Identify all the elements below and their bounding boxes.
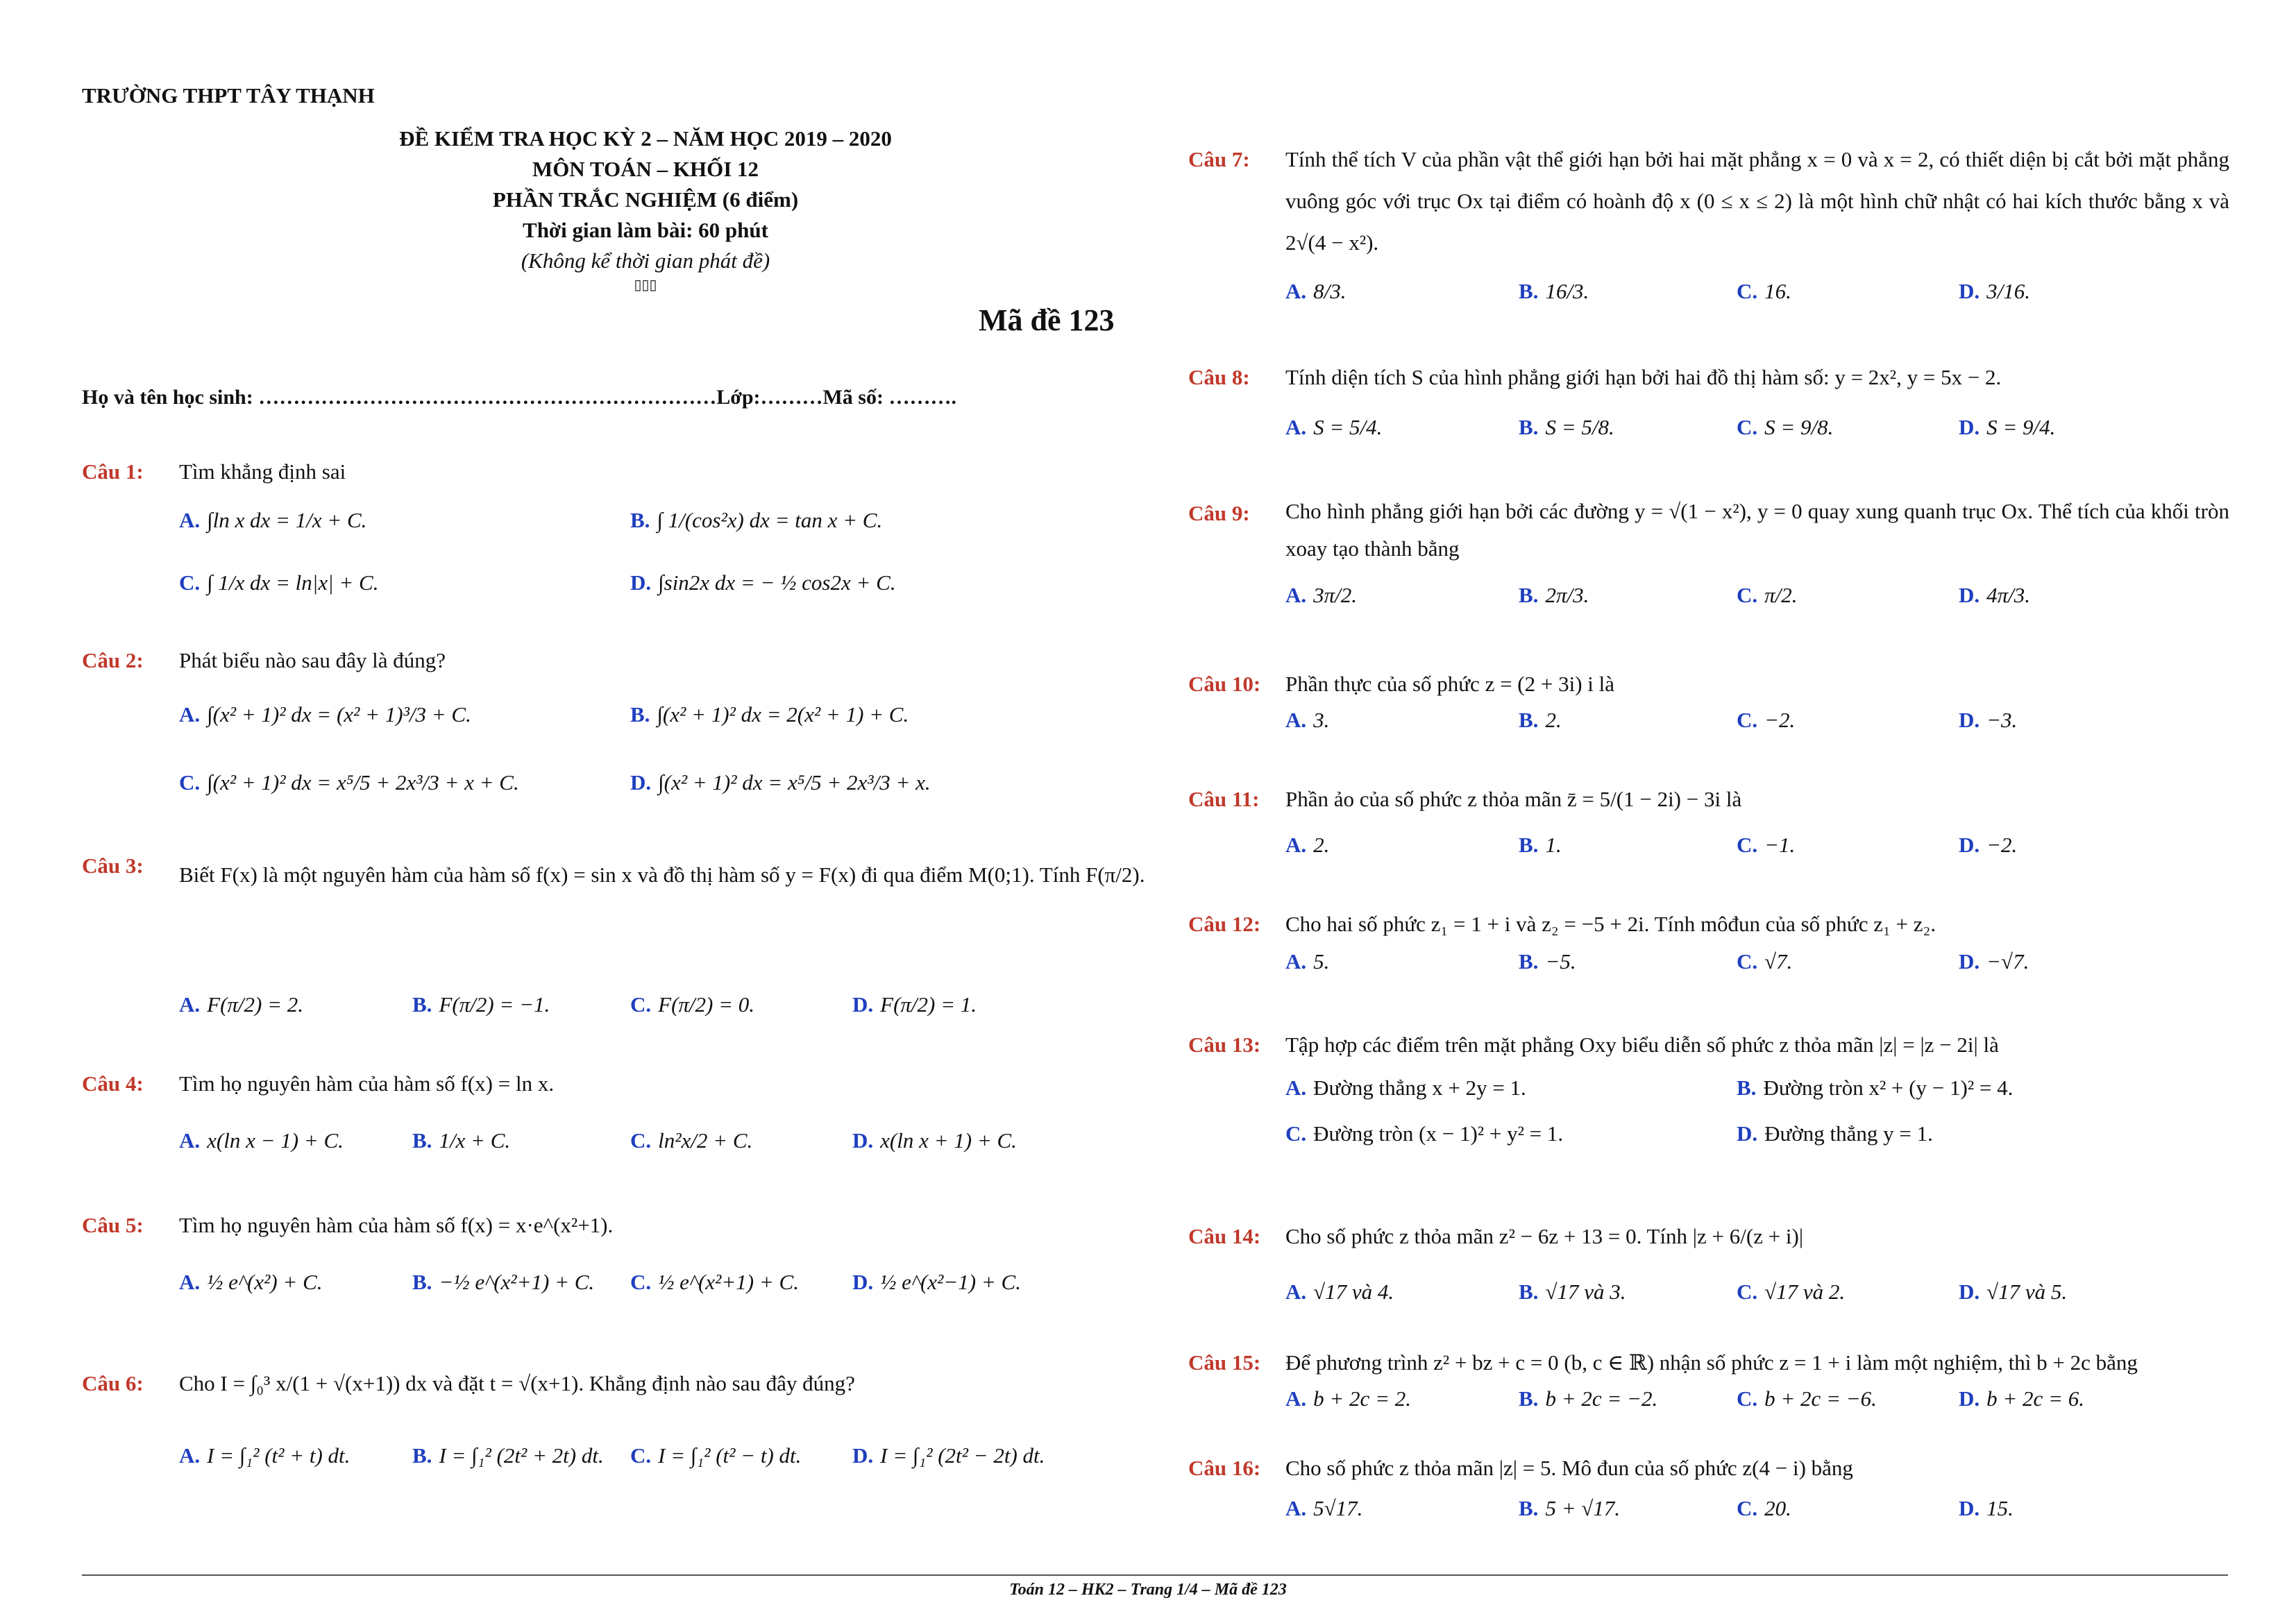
- option-label: A.: [179, 992, 201, 1017]
- option-text: b + 2c = −6.: [1764, 1386, 1877, 1411]
- option-a[interactable]: [1285, 1488, 1362, 1529]
- option-text: I = ∫₁² (t² − t) dt.: [658, 1443, 802, 1468]
- option-d[interactable]: [630, 562, 896, 604]
- option-text: S = 5/4.: [1313, 415, 1383, 439]
- option-label: D.: [1959, 949, 1980, 974]
- option-text: I = ∫₁² (2t² − 2t) dt.: [880, 1443, 1045, 1468]
- option-label: D.: [852, 1128, 874, 1153]
- option-text: ∫(x² + 1)² dx = x⁵/5 + 2x³/3 + x + C.: [207, 770, 519, 794]
- option-b[interactable]: [630, 694, 909, 736]
- option-label: A.: [179, 1443, 201, 1468]
- option-label: B.: [1519, 583, 1539, 607]
- option-b[interactable]: [1519, 824, 1562, 866]
- question-number: Câu 4:: [82, 1071, 144, 1096]
- section-line: PHẦN TRẮC NGHIỆM (6 điểm): [492, 187, 799, 212]
- option-d[interactable]: [1959, 1488, 2014, 1529]
- option-text: 3π/2.: [1313, 583, 1358, 607]
- question-14: [1188, 1216, 2229, 1320]
- option-label: D.: [1959, 583, 1980, 607]
- question-8: [1188, 357, 2229, 447]
- option-c[interactable]: [1737, 271, 1791, 312]
- question-12: [1188, 903, 2229, 987]
- option-text: 1/x + C.: [439, 1128, 511, 1153]
- option-a[interactable]: [1285, 1067, 1526, 1109]
- option-text: F(π/2) = 0.: [658, 992, 755, 1017]
- option-text: 3/16.: [1986, 279, 2031, 303]
- option-b[interactable]: [1737, 1067, 2013, 1109]
- option-label: B.: [1519, 833, 1539, 857]
- option-text: Đường tròn x² + (y − 1)² = 4.: [1763, 1076, 2014, 1100]
- option-label: C.: [179, 770, 201, 794]
- option-label: D.: [852, 1443, 874, 1468]
- option-label: B.: [1519, 949, 1539, 974]
- question-11: [1188, 779, 2229, 869]
- option-label: B.: [1519, 279, 1539, 303]
- exam-title: ĐỀ KIỂM TRA HỌC KỲ 2 – NĂM HỌC 2019 – 2020: [399, 126, 892, 151]
- option-text: −½ e^(x²+1) + C.: [439, 1270, 595, 1294]
- option-d[interactable]: [1959, 575, 2030, 616]
- option-label: D.: [1959, 833, 1980, 857]
- option-d[interactable]: [852, 1435, 1045, 1477]
- option-a[interactable]: [1285, 824, 1329, 866]
- option-b[interactable]: [1519, 1271, 1626, 1313]
- option-label: A.: [1285, 708, 1307, 732]
- option-d[interactable]: [1959, 824, 2017, 866]
- question-10: [1188, 663, 2229, 747]
- option-label: A.: [179, 508, 201, 532]
- question-number: Câu 11:: [1188, 787, 1260, 811]
- question-text: Tìm họ nguyên hàm của hàm số f(x) = x·e^(x²+1).: [179, 1213, 614, 1237]
- option-label: B.: [412, 1128, 432, 1153]
- option-b[interactable]: [1519, 1488, 1620, 1529]
- question-text: Cho số phức z thỏa mãn |z| = 5. Mô đun của số phức z(4 − i) bằng: [1285, 1456, 1853, 1480]
- option-label: B.: [1519, 1496, 1539, 1520]
- option-label: B.: [630, 508, 650, 532]
- option-text: ∫(x² + 1)² dx = (x² + 1)³/3 + C.: [207, 702, 471, 726]
- option-label: C.: [1737, 415, 1758, 439]
- question-number: Câu 13:: [1188, 1033, 1261, 1057]
- option-d[interactable]: [852, 984, 977, 1026]
- option-text: −2.: [1986, 833, 2018, 857]
- exam-code: Mã đề 123: [979, 303, 1115, 337]
- option-a[interactable]: [1285, 1378, 1411, 1420]
- question-2: [82, 640, 1123, 806]
- question-1: [82, 451, 1123, 595]
- option-label: A.: [1285, 415, 1307, 439]
- question-number: Câu 15:: [1188, 1350, 1261, 1375]
- option-label: C.: [1737, 1280, 1758, 1304]
- option-label: D.: [630, 770, 652, 794]
- question-number: Câu 8:: [1188, 365, 1250, 389]
- option-text: √17 và 2.: [1764, 1280, 1846, 1304]
- option-label: C.: [1737, 949, 1758, 974]
- subject-line: MÔN TOÁN – KHỐI 12: [532, 157, 759, 181]
- question-text: Cho I = ∫₀³ x/(1 + √(x+1)) dx và đặt t = √(x+1). Khẳng định nào sau đây đúng?: [179, 1371, 855, 1395]
- option-label: C.: [1285, 1121, 1307, 1146]
- option-a[interactable]: [1285, 407, 1382, 448]
- question-text: Cho hình phẳng giới hạn bởi các đường y = √(1 − x²), y = 0 quay xung quanh trục Ox. Thể tích của khối tròn xoay tạo thành bằng: [1285, 499, 2229, 561]
- option-label: C.: [630, 1128, 652, 1153]
- question-text: Tìm khẳng định sai: [179, 459, 346, 484]
- question-number: Câu 12:: [1188, 912, 1261, 936]
- question-number: Câu 14:: [1188, 1224, 1261, 1248]
- option-text: 4π/3.: [1986, 583, 2031, 607]
- question-text: Phát biểu nào sau đây là đúng?: [179, 648, 446, 672]
- option-c[interactable]: [630, 1261, 799, 1303]
- option-text: −5.: [1545, 949, 1576, 974]
- option-text: 1.: [1545, 833, 1562, 857]
- option-label: C.: [630, 992, 652, 1017]
- option-label: D.: [1737, 1121, 1758, 1146]
- option-label: A.: [179, 1270, 201, 1294]
- option-c[interactable]: [1737, 699, 1795, 741]
- option-a[interactable]: [1285, 271, 1347, 312]
- option-c[interactable]: [1737, 824, 1795, 866]
- option-text: √17 và 3.: [1545, 1280, 1626, 1304]
- option-text: ½ e^(x²−1) + C.: [880, 1270, 1021, 1294]
- option-label: B.: [630, 702, 650, 726]
- question-number: Câu 6:: [82, 1371, 144, 1395]
- option-label: C.: [630, 1270, 652, 1294]
- option-text: Đường thẳng y = 1.: [1764, 1121, 1933, 1146]
- option-label: D.: [1959, 1280, 1980, 1304]
- option-c[interactable]: [1737, 1271, 1845, 1313]
- option-text: F(π/2) = 1.: [880, 992, 977, 1017]
- option-a[interactable]: [1285, 699, 1329, 741]
- option-text: 5.: [1313, 949, 1330, 974]
- question-number: Câu 1:: [82, 459, 144, 484]
- option-a[interactable]: [1285, 1271, 1394, 1313]
- question-text: Cho số phức z thỏa mãn z² − 6z + 13 = 0. Tính |z + 6/(z + i)|: [1285, 1224, 1804, 1248]
- option-text: 2.: [1545, 708, 1562, 732]
- question-number: Câu 2:: [82, 648, 144, 672]
- time-line: Thời gian làm bài: 60 phút: [523, 218, 768, 242]
- question-15: [1188, 1342, 2229, 1425]
- question-text: Phần ảo của số phức z thỏa mãn z̄ = 5/(1 − 2i) − 3i là: [1285, 787, 1742, 811]
- question-number: Câu 10:: [1188, 672, 1261, 696]
- option-a[interactable]: [179, 1120, 344, 1162]
- question-text: Cho hai số phức z₁ = 1 + i và z₂ = −5 + 2i. Tính môđun của số phức z₁ + z₂.: [1285, 912, 1936, 936]
- option-text: ln²x/2 + C.: [658, 1128, 753, 1153]
- question-text: Biết F(x) là một nguyên hàm của hàm số f(x) = sin x và đồ thị hàm số y = F(x) đi qua điểm M(0;1). Tính F(π/2).: [179, 863, 1145, 887]
- question-6: [82, 1363, 1123, 1474]
- option-text: ∫ln x dx = 1/x + C.: [207, 508, 367, 532]
- option-label: C.: [1737, 279, 1758, 303]
- option-label: C.: [1737, 708, 1758, 732]
- option-label: D.: [852, 992, 874, 1017]
- option-d[interactable]: [1959, 271, 2030, 312]
- question-4: [82, 1063, 1123, 1153]
- option-text: S = 5/8.: [1545, 415, 1614, 439]
- option-text: x(ln x + 1) + C.: [880, 1128, 1017, 1153]
- option-label: A.: [1285, 1076, 1307, 1100]
- option-label: B.: [412, 1443, 432, 1468]
- time-note: (Không kể thời gian phát đề): [521, 248, 770, 273]
- option-label: C.: [630, 1443, 652, 1468]
- option-label: D.: [630, 570, 652, 595]
- option-text: I = ∫₁² (2t² + 2t) dt.: [439, 1443, 604, 1468]
- question-number: Câu 7:: [1188, 147, 1250, 171]
- question-number: Câu 5:: [82, 1213, 144, 1237]
- question-text: Để phương trình z² + bz + c = 0 (b, c ∈ ℝ) nhận số phức z = 1 + i làm một nghiệm, thì b + 2c bằng: [1285, 1350, 2138, 1375]
- question-number: Câu 16:: [1188, 1456, 1261, 1480]
- option-label: D.: [1959, 1496, 1980, 1520]
- option-d[interactable]: [630, 762, 931, 804]
- option-b[interactable]: [630, 500, 882, 541]
- option-c[interactable]: [179, 762, 519, 804]
- option-text: 2π/3.: [1545, 583, 1589, 607]
- option-b[interactable]: [1519, 407, 1614, 448]
- option-text: ∫ 1/(cos²x) dx = tan x + C.: [657, 508, 883, 532]
- question-5: [82, 1205, 1123, 1295]
- option-text: b + 2c = 6.: [1986, 1386, 2084, 1411]
- option-label: B.: [412, 1270, 432, 1294]
- question-text: Tìm họ nguyên hàm của hàm số f(x) = ln x.: [179, 1071, 555, 1096]
- option-d[interactable]: [1959, 699, 2017, 741]
- option-text: 15.: [1986, 1496, 2014, 1520]
- question-9: [1188, 493, 2229, 624]
- option-text: S = 9/8.: [1764, 415, 1834, 439]
- option-a[interactable]: [1285, 941, 1329, 983]
- option-label: D.: [1959, 708, 1980, 732]
- option-text: I = ∫₁² (t² + t) dt.: [207, 1443, 351, 1468]
- option-text: √17 và 5.: [1986, 1280, 2068, 1304]
- option-label: D.: [1959, 279, 1980, 303]
- option-text: 8/3.: [1313, 279, 1347, 303]
- option-c[interactable]: [630, 1435, 801, 1477]
- option-text: ½ e^(x²) + C.: [207, 1270, 323, 1294]
- option-text: b + 2c = −2.: [1545, 1386, 1658, 1411]
- option-text: 2.: [1313, 833, 1330, 857]
- option-label: A.: [1285, 833, 1307, 857]
- option-b[interactable]: [1519, 941, 1576, 983]
- option-b[interactable]: [1519, 699, 1562, 741]
- option-c[interactable]: [1737, 1378, 1877, 1420]
- page-footer: Toán 12 – HK2 – Trang 1/4 – Mã đề 123: [1009, 1581, 1287, 1599]
- question-13: [1188, 1024, 2229, 1156]
- question-text: Tập hợp các điểm trên mặt phẳng Oxy biểu diễn số phức z thỏa mãn |z| = |z − 2i| là: [1285, 1033, 1999, 1057]
- question-number: Câu 9:: [1188, 501, 1250, 525]
- option-a[interactable]: [179, 1435, 350, 1477]
- option-text: −√7.: [1986, 949, 2029, 974]
- option-d[interactable]: [1737, 1113, 1933, 1155]
- option-b[interactable]: [1519, 271, 1589, 312]
- option-a[interactable]: [179, 984, 303, 1026]
- option-label: B.: [412, 992, 432, 1017]
- option-a[interactable]: [179, 500, 366, 541]
- option-c[interactable]: [1285, 1113, 1563, 1155]
- option-d[interactable]: [1959, 407, 2055, 448]
- option-text: b + 2c = 2.: [1313, 1386, 1411, 1411]
- option-text: F(π/2) = −1.: [439, 992, 550, 1017]
- option-label: A.: [1285, 949, 1307, 974]
- option-b[interactable]: [412, 1435, 604, 1477]
- option-text: 20.: [1764, 1496, 1791, 1520]
- option-d[interactable]: [852, 1261, 1021, 1303]
- option-label: C.: [179, 570, 201, 595]
- option-a[interactable]: [1285, 575, 1357, 616]
- question-text: Tính diện tích S của hình phẳng giới hạn bởi hai đồ thị hàm số: y = 2x², y = 5x − 2.: [1285, 365, 2002, 389]
- option-text: ½ e^(x²+1) + C.: [658, 1270, 799, 1294]
- option-label: A.: [1285, 1386, 1307, 1411]
- option-b[interactable]: [1519, 575, 1589, 616]
- option-label: C.: [1737, 1386, 1758, 1411]
- footer-divider: [82, 1574, 2228, 1576]
- option-c[interactable]: [1737, 941, 1792, 983]
- option-b[interactable]: [412, 1120, 510, 1162]
- option-text: ∫sin2x dx = − ½ cos2x + C.: [658, 570, 896, 595]
- option-text: ∫(x² + 1)² dx = x⁵/5 + 2x³/3 + x.: [658, 770, 931, 794]
- option-label: D.: [852, 1270, 874, 1294]
- question-number: Câu 3:: [82, 853, 144, 878]
- option-text: 16.: [1764, 279, 1791, 303]
- option-label: B.: [1519, 1386, 1539, 1411]
- option-d[interactable]: [1959, 1271, 2067, 1313]
- question-text: Phần thực của số phức z = (2 + 3i) i là: [1285, 672, 1615, 696]
- option-c[interactable]: [1737, 575, 1798, 616]
- option-text: ∫(x² + 1)² dx = 2(x² + 1) + C.: [657, 702, 909, 726]
- option-c[interactable]: [179, 562, 378, 604]
- option-text: √7.: [1764, 949, 1793, 974]
- option-label: D.: [1959, 415, 1980, 439]
- option-text: 3.: [1313, 708, 1330, 732]
- option-text: −3.: [1986, 708, 2018, 732]
- option-a[interactable]: [179, 1261, 323, 1303]
- option-label: A.: [1285, 279, 1307, 303]
- question-3: [82, 845, 1145, 1017]
- option-label: A.: [1285, 1280, 1307, 1304]
- question-7: [1188, 139, 2229, 319]
- option-label: A.: [1285, 1496, 1307, 1520]
- option-b[interactable]: [412, 984, 550, 1026]
- option-c[interactable]: [630, 984, 754, 1026]
- option-text: −2.: [1764, 708, 1796, 732]
- option-label: A.: [179, 1128, 201, 1153]
- option-label: C.: [1737, 583, 1758, 607]
- option-c[interactable]: [1737, 407, 1833, 448]
- option-c[interactable]: [630, 1120, 752, 1162]
- option-b[interactable]: [1519, 1378, 1657, 1420]
- school-name: TRƯỜNG THPT TÂY THẠNH: [82, 83, 375, 108]
- option-a[interactable]: [179, 694, 471, 736]
- option-text: S = 9/4.: [1986, 415, 2056, 439]
- option-text: −1.: [1764, 833, 1796, 857]
- option-label: B.: [1519, 1280, 1539, 1304]
- option-label: C.: [1737, 833, 1758, 857]
- option-d[interactable]: [1959, 941, 2029, 983]
- option-label: A.: [1285, 583, 1307, 607]
- question-text: Tính thể tích V của phần vật thể giới hạn bởi hai mặt phẳng x = 0 và x = 2, có thiết diện bị cắt bởi mặt phẳng vuông góc với trục Ox tại điểm có hoành độ x (0 ≤ x ≤ 2) là một hình chữ nhật có hai kích thước bằng x và 2√(4 − x²).: [1285, 147, 2229, 255]
- option-label: B.: [1519, 415, 1539, 439]
- option-text: Đường tròn (x − 1)² + y² = 1.: [1313, 1121, 1564, 1146]
- option-text: x(ln x − 1) + C.: [207, 1128, 344, 1153]
- option-text: Đường thẳng x + 2y = 1.: [1313, 1076, 1526, 1100]
- option-text: F(π/2) = 2.: [207, 992, 304, 1017]
- question-16: [1188, 1447, 2229, 1531]
- option-label: B.: [1737, 1076, 1757, 1100]
- option-text: 5√17.: [1313, 1496, 1363, 1520]
- option-text: π/2.: [1764, 583, 1798, 607]
- option-d[interactable]: [852, 1120, 1017, 1162]
- option-label: D.: [1959, 1386, 1980, 1411]
- option-text: √17 và 4.: [1313, 1280, 1394, 1304]
- option-text: ∫ 1/x dx = ln|x| + C.: [207, 570, 379, 595]
- option-d[interactable]: [1959, 1378, 2084, 1420]
- ornament: ▯▯▯: [634, 278, 657, 293]
- option-text: 16/3.: [1545, 279, 1589, 303]
- option-c[interactable]: [1737, 1488, 1791, 1529]
- option-b[interactable]: [412, 1261, 594, 1303]
- option-label: A.: [179, 702, 201, 726]
- option-label: C.: [1737, 1496, 1758, 1520]
- option-text: 5 + √17.: [1545, 1496, 1621, 1520]
- option-label: B.: [1519, 708, 1539, 732]
- student-info-line: Họ và tên học sinh: …………………………………………………………Lớp:………Mã số: ……….: [82, 386, 956, 409]
